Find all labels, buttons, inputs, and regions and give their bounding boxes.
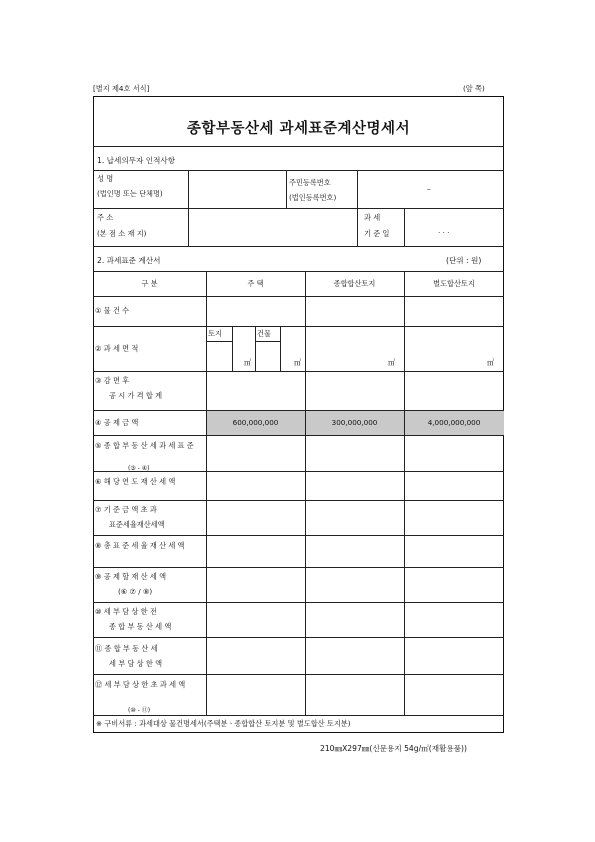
divider [93,170,504,171]
row-label-cap-excess: ⑫ 세 부 담 상 한 초 과 세 액 [95,680,186,689]
row-label-current-property-tax: ⑥ 해 당 연 도 재 산 세 액 [95,477,176,486]
form-number: [별지 제4호 서식] [93,84,150,93]
divider [280,326,281,371]
col-header-category: 구 분 [141,279,158,288]
col-header-housing: 주 택 [247,279,264,288]
name-label: 성 명 [97,174,114,183]
area-unit: ㎡ [388,358,396,367]
row-label-count: ① 물 건 수 [95,306,130,315]
divider [93,535,504,536]
divider [93,471,504,472]
unit-label: (단위 : 원) [446,256,482,265]
divider [206,341,232,342]
sub-building-label: 건물 [257,329,271,338]
deduction-combined-land: 300,000,000 [331,418,378,427]
divider [93,435,504,436]
row-label-pre-cap: ⑩ 세 부 담 상 한 전 [95,607,157,616]
tax-date-label: 과 세 [364,213,381,222]
divider [93,146,504,147]
divider [93,500,504,501]
form-title: 종합부동산세 과세표준계산명세서 [186,121,411,137]
divider [255,341,280,342]
sub-land-label: 토지 [208,329,222,338]
area-unit: ㎡ [294,358,302,367]
address-label-sub: (본 점 소 재 지) [97,229,147,238]
tax-date-dots: . . . [438,226,450,235]
row-label-deductible-formula: (⑥ ⑦ / ⑧) [118,587,153,596]
divider [404,208,405,246]
divider [93,271,504,272]
area-unit: ㎡ [244,358,252,367]
row-label-tax-base: ⑤ 종 합 부 동 산 세 과 세 표 준 [95,441,194,450]
divider [93,602,504,603]
divider [232,326,233,371]
row-label-excess-base: ⑦ 기 준 금 액 초 과 [95,505,157,514]
row-label-total-standard-tax: ⑧ 총 표 준 세 율 재 산 세 액 [95,541,185,550]
divider [93,410,504,411]
name-label-sub: (법인명 또는 단체명) [97,190,163,198]
divider [93,246,504,247]
divider [93,715,504,716]
section2-heading: 2. 과세표준 계산서 [97,256,161,265]
divider [93,326,504,327]
divider [206,271,207,715]
row-label-pre-cap-sub: 종 합 부 동 산 세 액 [109,622,172,631]
deduction-separate-land: 4,000,000,000 [427,418,481,427]
divider [93,567,504,568]
row-label-tax-base-formula: (③ - ④) [128,465,150,472]
divider [255,326,256,371]
divider [93,296,504,297]
divider [93,674,504,675]
address-label: 주 소 [97,213,114,222]
col-header-separate-land: 별도합산토지 [433,279,475,288]
divider [93,208,504,209]
row-label-cap-sub: 세 부 담 상 한 액 [109,659,163,668]
id-label: 주민등록번호 [289,178,331,187]
tax-date-label-sub: 기 준 일 [364,229,390,238]
attachments-note: ※ 구비서류 : 과세대상 물건명세서(주택분ㆍ종합합산 토지분 및 별도합산 토지분) [96,719,351,728]
row-label-post-reduction-sub: 공 시 가 격 합 계 [109,391,163,400]
section1-heading: 1. 납세의무자 인적사항 [97,156,176,165]
row-label-taxable-area: ② 과 세 면 적 [95,344,139,353]
deduction-housing: 600,000,000 [232,418,279,427]
area-unit: ㎡ [487,358,495,367]
paper-spec: 210㎜X297㎜(신문용지 54g/㎡(재활용품)) [320,744,467,753]
divider [93,371,504,372]
row-label-cap-excess-formula: (⑩ - ⑪) [128,707,151,714]
divider [305,271,306,715]
id-dash: – [427,184,431,193]
row-label-post-reduction: ③ 감 면 후 [95,376,130,385]
id-label-sub: (법인등록번호) [289,193,337,202]
col-header-combined-land: 종합합산토지 [333,279,376,288]
row-label-deduction: ④ 공 제 금 액 [95,418,139,427]
page-side: (앞 쪽) [463,84,485,93]
row-label-excess-base-sub: 표준세율재산세액 [109,520,165,529]
divider [93,637,504,638]
divider [286,170,287,208]
row-label-deductible-property-tax: ⑨ 공 제 할 재 산 세 액 [95,572,167,581]
divider [404,271,405,715]
row-label-cap: ⑪ 종 합 부 동 산 세 [95,644,158,653]
